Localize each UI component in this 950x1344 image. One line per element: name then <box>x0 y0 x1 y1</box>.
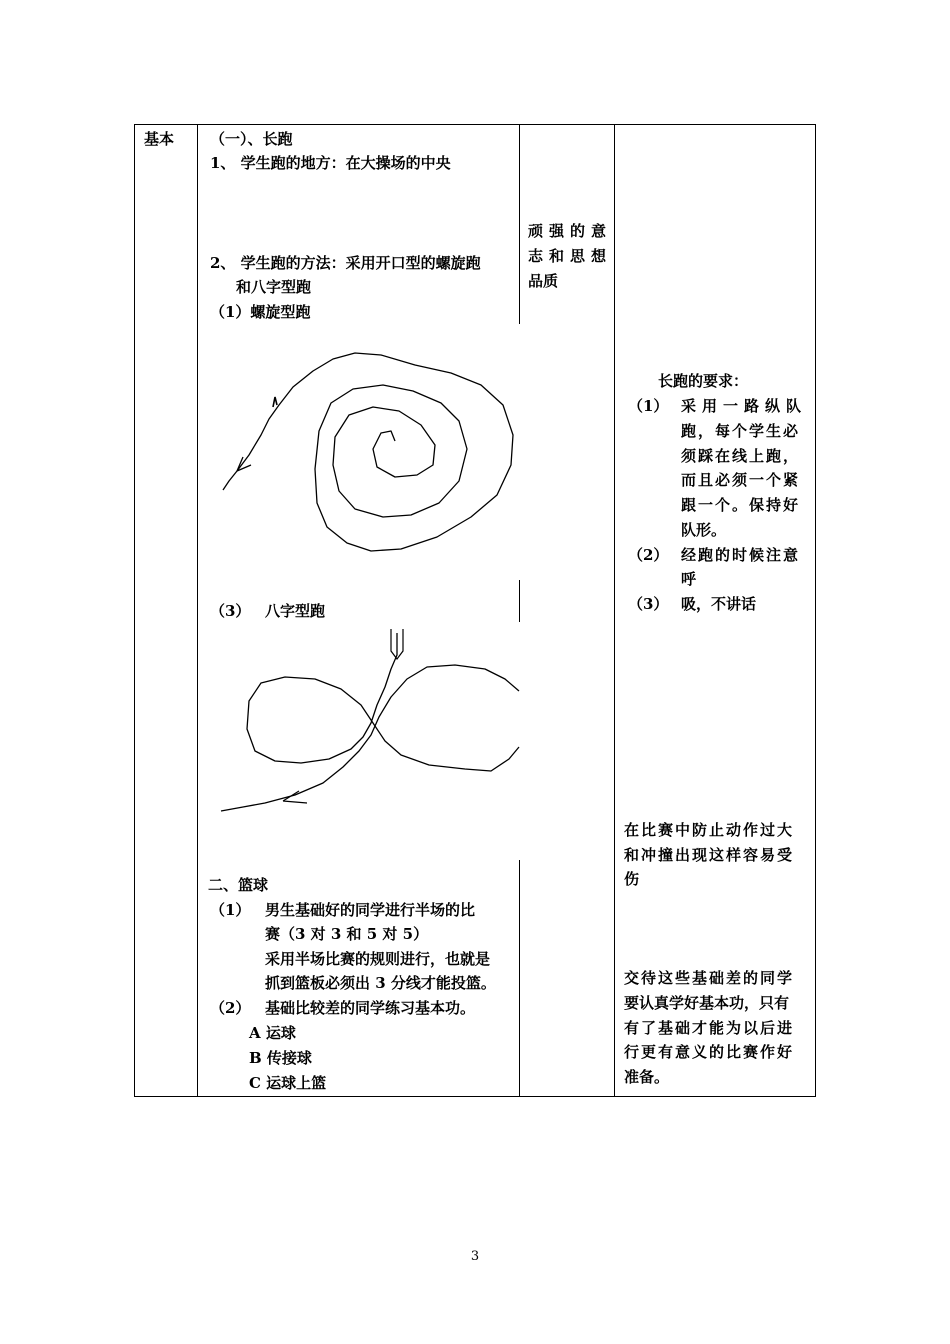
section-label: 基本 <box>144 130 175 148</box>
quality-line3: 品质 <box>528 272 559 290</box>
req3-line1: 吸，不讲话 <box>681 595 757 613</box>
figure-eight-num: （3） <box>210 602 251 620</box>
basketball-item2-num: （2） <box>210 999 251 1017</box>
basics-line3: 有了基础才能为以后进 <box>624 1019 795 1037</box>
req1-line3: 须踩在线上跑， <box>681 447 801 465</box>
requirements-title: 长跑的要求： <box>658 372 749 390</box>
basketball-item1-line2: 赛（3 对 3 和 5 对 5） <box>265 925 429 943</box>
req1-line1: 采用一路纵队 <box>681 397 808 415</box>
req1-line4: 而且必须一个紧 <box>681 471 801 489</box>
col3-divider <box>614 124 615 1097</box>
basketball-item1-line1: 男生基础好的同学进行半场的比 <box>265 901 476 919</box>
col2-divider-segment <box>519 860 520 1097</box>
quality-line2: 志和思想 <box>528 247 613 265</box>
table-right-border <box>815 124 816 1097</box>
quality-line1: 顽强的意 <box>528 222 613 240</box>
req3-num: （3） <box>628 595 669 613</box>
req1-line6: 队形。 <box>681 521 727 539</box>
req1-line2: 跑，每个学生必 <box>681 422 801 440</box>
basketball-item1-num: （1） <box>210 901 251 919</box>
table-bottom-border <box>134 1096 816 1097</box>
col1-divider <box>197 124 198 1097</box>
req2-line2: 呼 <box>681 570 697 588</box>
basketball-item2-text: 基础比较差的同学练习基本功。 <box>265 999 476 1017</box>
figure-eight-label: 八字型跑 <box>265 602 326 620</box>
req1-num: （1） <box>628 397 669 415</box>
basketball-item1-line4: 抓到篮板必须出 3 分线才能投篮。 <box>265 974 496 992</box>
drill-b: B 传接球 <box>249 1049 312 1067</box>
item1-location: 1、 学生跑的地方：在大操场的中央 <box>210 154 451 172</box>
long-run-heading: （一）、长跑 <box>210 130 293 148</box>
req2-line1: 经跑的时候注意 <box>681 546 801 564</box>
basics-line4: 行更有意义的比赛作好 <box>624 1043 795 1061</box>
safety-line3: 伤 <box>624 870 640 888</box>
item2-method-line1: 2、 学生跑的方法：采用开口型的螺旋跑 <box>210 254 481 272</box>
spiral-run-label: （1）螺旋型跑 <box>210 303 311 321</box>
figure-eight-diagram <box>215 625 520 820</box>
drill-a: A 运球 <box>249 1024 296 1042</box>
basketball-heading: 二、篮球 <box>208 876 269 894</box>
basketball-item1-line3: 采用半场比赛的规则进行，也就是 <box>265 950 491 968</box>
spiral-run-diagram <box>215 345 520 560</box>
table-left-border <box>134 124 135 1097</box>
safety-line1: 在比赛中防止动作过大 <box>624 821 795 839</box>
item2-method-line2: 和八字型跑 <box>236 278 312 296</box>
basics-line5: 准备。 <box>624 1068 670 1086</box>
page-number: 3 <box>470 1249 480 1264</box>
safety-line2: 和冲撞出现这样容易受 <box>624 846 795 864</box>
basics-line1: 交待这些基础差的同学 <box>624 969 795 987</box>
req1-line5: 跟一个。保持好 <box>681 496 801 514</box>
req2-num: （2） <box>628 546 669 564</box>
col2-divider-segment <box>519 124 520 324</box>
drill-c: C 运球上篮 <box>249 1074 327 1092</box>
basics-line2: 要认真学好基本功，只有 <box>624 994 790 1012</box>
col2-divider-segment <box>519 580 520 622</box>
table-top-border <box>134 124 816 125</box>
